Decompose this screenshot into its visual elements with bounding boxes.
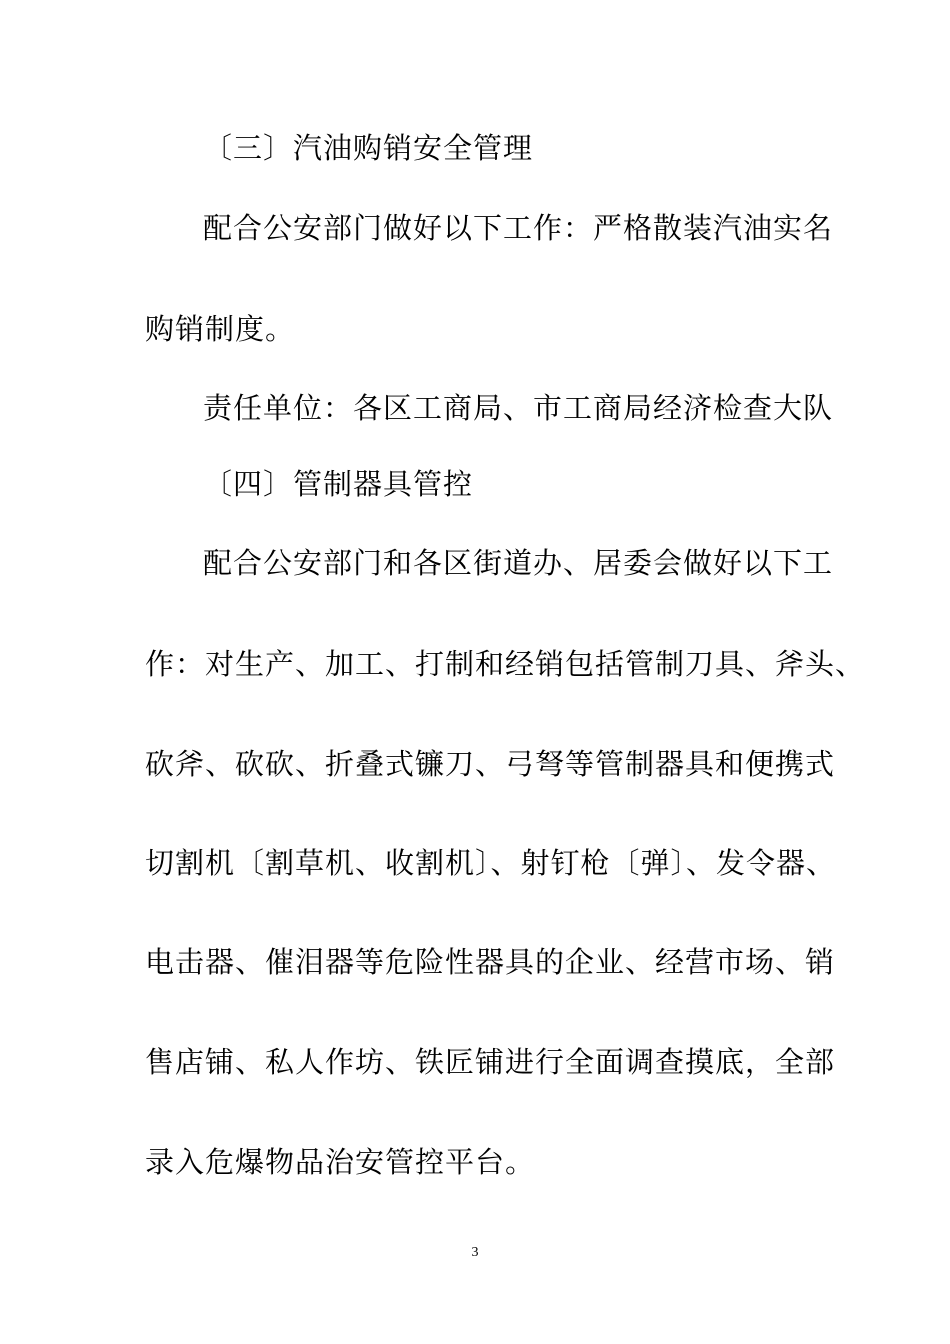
section-heading-controlled-tools: 〔四〕管制器具管控 [203,467,474,501]
responsible-units-line: 责任单位：各区工商局、市工商局经济检查大队 [203,391,834,425]
paragraph-line: 切割机〔割草机、收割机〕、射钉枪〔弹〕、发令器、 [145,846,837,880]
paragraph-line: 配合公安部门做好以下工作：严格散装汽油实名 [203,211,834,245]
paragraph-line: 作：对生产、加工、打制和经销包括管制刀具、斧头、 [145,647,866,681]
paragraph-line: 配合公安部门和各区街道办、居委会做好以下工 [203,546,834,580]
paragraph-line: 售店铺、私人作坊、铁匠铺进行全面调查摸底，全部 [145,1045,836,1079]
section-heading-gasoline: 〔三〕汽油购销安全管理 [203,131,534,165]
paragraph-line: 录入危爆物品治安管控平台。 [145,1145,536,1179]
paragraph-line: 电击器、催泪器等危险性器具的企业、经营市场、销 [145,945,836,979]
paragraph-line: 购销制度。 [145,312,296,346]
page-number: 3 [471,1245,479,1260]
paragraph-line: 砍斧、砍砍、折叠式镰刀、弓弩等管制器具和便携式 [145,747,836,781]
